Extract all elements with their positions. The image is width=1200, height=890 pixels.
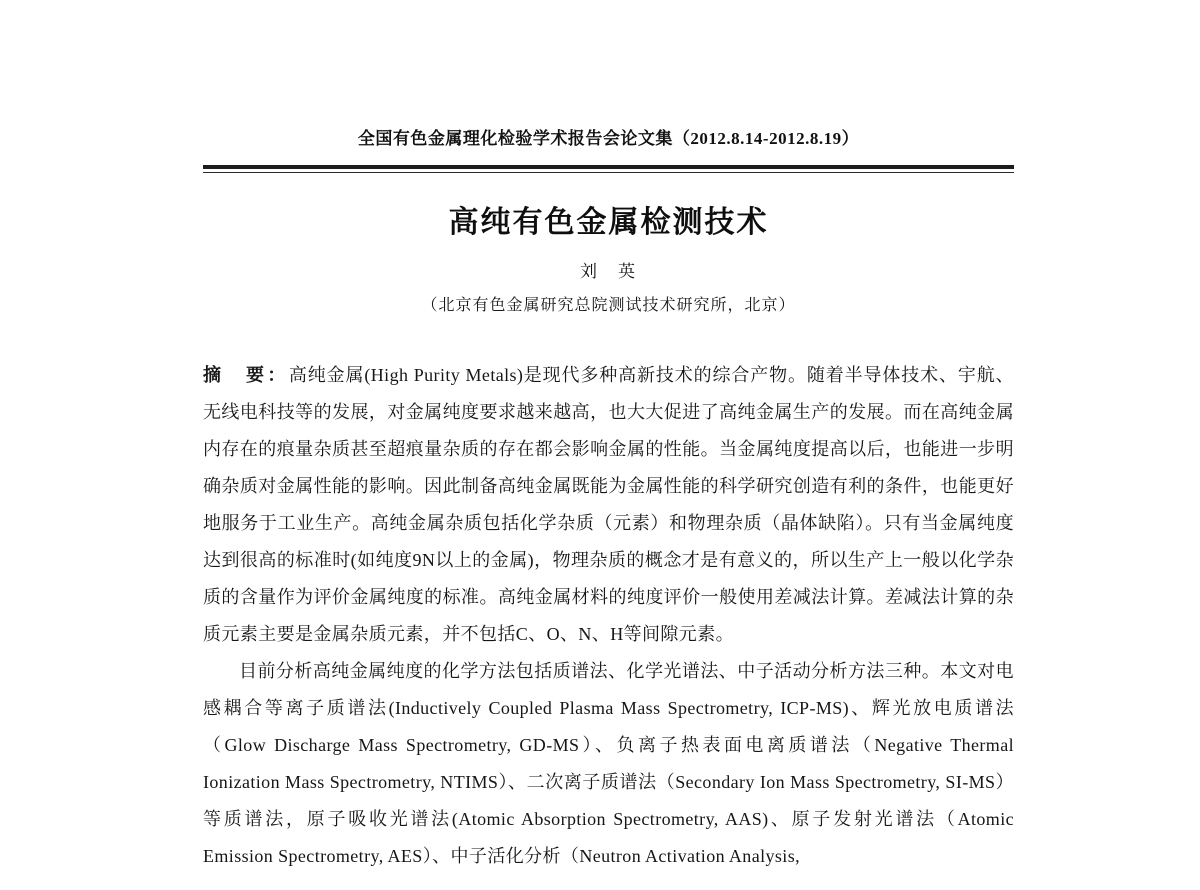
abstract-label: 摘 要： [203,365,289,385]
abstract-text: 高纯金属(High Purity Metals)是现代多种高新技术的综合产物。随着半导体技术、宇航、无线电科技等的发展，对金属纯度要求越来越高，也大大促进了高纯金属生产的发展。而在高纯金属内存在的痕量杂质甚至超痕量杂质的存在都会影响金属的性能。当金属纯度提高以后，也能进一步明确杂质对金属性能的影响。因此制备高纯金属既能为金属性能的科学研究创造有利的条件，也能更好地服务于工业生产。高纯金属杂质包括化学杂质（元素）和物理杂质（晶体缺陷）。只有当金属纯度达到很高的标准时(如纯度9N以上的金属)，物理杂质的概念才是有意义的，所以生产上一般以化学杂质的含量作为评价金属纯度的标准。高纯金属材料的纯度评价一般使用差减法计算。差减法计算的杂质元素主要是金属杂质元素，并不包括C、O、N、H等间隙元素。 [203,365,1014,644]
page-content [0,124,1200,875]
header-rule [203,165,1014,173]
proceedings-header: 全国有色金属理化检验学术报告会论文集（2012.8.14-2012.8.19） [357,129,860,148]
paper-body [203,357,1014,875]
header-rule-thin [203,172,1014,173]
author-name: 刘 英 [580,262,637,281]
header-rule-thick [203,165,1014,169]
intro-paragraph: 目前分析高纯金属纯度的化学方法包括质谱法、化学光谱法、中子活动分析方法三种。本文对电感耦合等离子质谱法(Inductively Coupled Plasma Mass Spectrometry, ICP-MS)、辉光放电质谱法（Glow Discharge Mass Spectrometry, GD-MS）、负离子热表面电离质谱法（Negative Thermal Ionization Mass Spectrometry, NTIMS）、二次离子质谱法（Secondary Ion Mass Spectrometry, SI-MS）等质谱法，原子吸收光谱法(Atomic Absorption Spectrometry, AAS)、原子发射光谱法（Atomic Emission Spectrometry, AES）、中子活化分析（Neutron Activation Analysis, [203,661,1014,866]
paper-title: 高纯有色金属检测技术 [448,206,769,239]
abstract-paragraph [203,357,1014,653]
author-affiliation: （北京有色金属研究总院测试技术研究所，北京） [421,297,796,314]
